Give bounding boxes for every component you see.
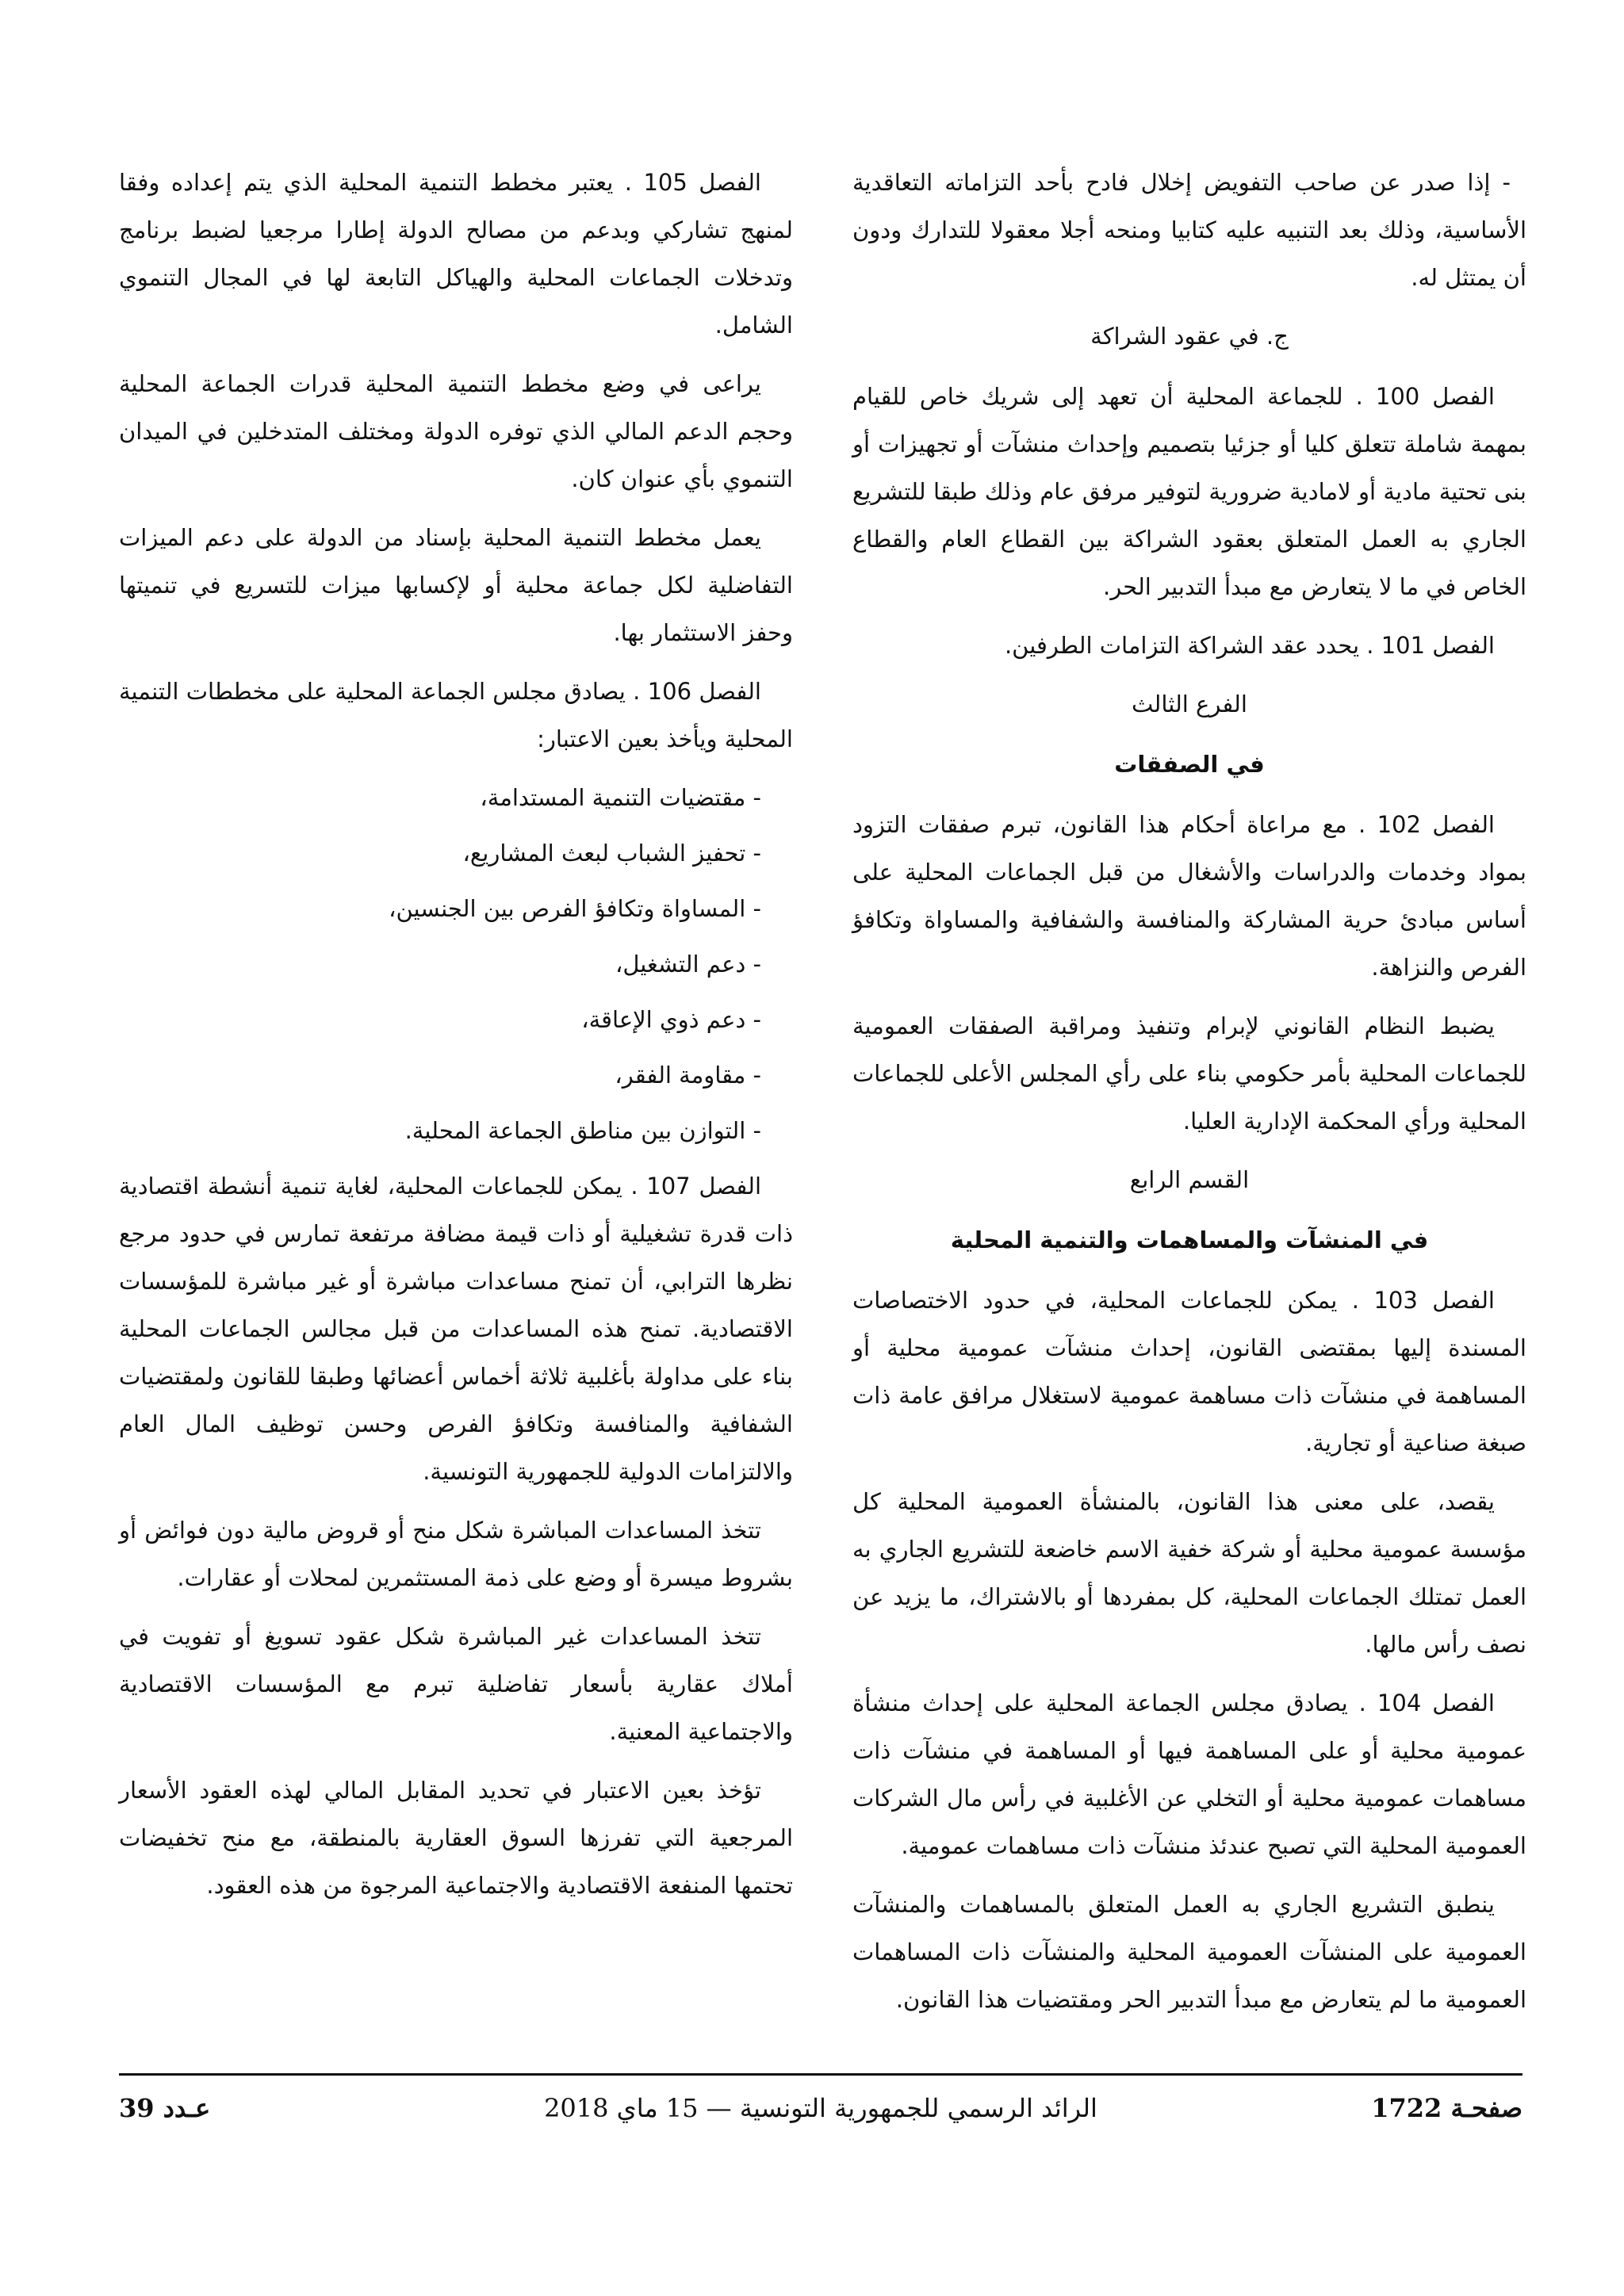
article-104-paragraph-2: ينطبق التشريع الجاري به العمل المتعلق بالمساهمات والمنشآت العمومية على المنشآت العمومية المحلية والمنشآت ذات المساهمات العمومية ما لم يتعارض مع مبدأ التدبير الحر ومقتضيات هذا القانون. bbox=[852, 1891, 1526, 2013]
heading-establishments-development: في المنشآت والمساهمات والتنمية المحلية bbox=[950, 1226, 1429, 1253]
list-item: - دعم ذوي الإعاقة، bbox=[119, 996, 793, 1043]
list-item: - التوازن بين مناطق الجماعة المحلية. bbox=[119, 1107, 793, 1154]
paragraph-breach: - إذا صدر عن صاحب التفويض إخلال فادح بأحد التزاماته التعاقدية الأساسية، وذلك بعد التنبيه عليه كتابيا ومنحه أجلا معقولا للتدارك ودون أن يمتثل له. bbox=[852, 169, 1526, 291]
list-item: - مقاومة الفقر، bbox=[119, 1051, 793, 1099]
heading-partnership-contracts: ج. في عقود الشراكة bbox=[1090, 323, 1289, 350]
heading-public-deals: في الصفقات bbox=[1114, 751, 1265, 778]
left-column bbox=[119, 159, 793, 1920]
article-107: الفصل 107 . يمكن للجماعات المحلية، لغاية تنمية أنشطة اقتصادية ذات قدرة تشغيلية أو ذات قيمة مضافة مرتفعة تمارس في حدود مرجع نظرها الترابي، أن تمنح مساعدات مباشرة أو غير مباشرة للمؤسسات الاقتصادية. تمنح هذه المساعدات من قبل مجالس الجماعات المحلية بناء على مداولة بأغلبية ثلاثة أخماس أعضائها وطبقا للقانون ولمقتضيات الشفافية والمنافسة وتكافؤ الفرص وحسن توظيف المال العام والالتزامات الدولية للجمهورية التونسية. bbox=[119, 1173, 793, 1485]
gazette-title-date: الرائد الرسمي للجمهورية التونسية — 15 ماي 2018 bbox=[544, 2093, 1097, 2123]
article-102-paragraph-2: يضبط النظام القانوني لإبرام وتنفيذ ومراقبة الصفقات العمومية للجماعات المحلية بأمر حكومي بناء على رأي المجلس الأعلى للجماعات المحلية ورأي المحكمة الإدارية العليا. bbox=[852, 1012, 1526, 1135]
article-105-paragraph-2: يراعى في وضع مخطط التنمية المحلية قدرات الجماعة المحلية وحجم الدعم المالي الذي توفره الدولة ومختلف المتدخلين في الميدان التنموي بأي عنوان كان. bbox=[119, 370, 793, 492]
list-item: - تحفيز الشباب لبعث المشاريع، bbox=[119, 829, 793, 877]
list-item: - مقتضيات التنمية المستدامة، bbox=[119, 774, 793, 821]
article-107-paragraph-4: تؤخذ بعين الاعتبار في تحديد المقابل المالي لهذه العقود الأسعار المرجعية التي تفرزها السوق العقارية بالمنطقة، مع منح تخفيضات تحتمها المنفعة الاقتصادية والاجتماعية المرجوة من هذه العقود. bbox=[119, 1777, 793, 1899]
article-103: الفصل 103 . يمكن للجماعات المحلية، في حدود الاختصاصات المسندة إليها بمقتضى القانون، إحداث منشآت عمومية محلية أو المساهمة في منشآت ذات مساهمة عمومية لاستغلال مرافق عامة ذات صبغة صناعية أو تجارية. bbox=[852, 1287, 1526, 1456]
issue-number: عـدد 39 bbox=[119, 2093, 211, 2123]
page-number: صفحـة 1722 bbox=[1371, 2093, 1522, 2123]
article-105: الفصل 105 . يعتبر مخطط التنمية المحلية الذي يتم إعداده وفقا لمنهج تشاركي وبدعم من مصالح الدولة إطارا مرجعيا لضبط برنامج وتدخلات الجماعات المحلية والهياكل التابعة لها في المجال التنموي الشامل. bbox=[119, 169, 793, 339]
list-item: - دعم التشغيل، bbox=[119, 940, 793, 988]
article-107-paragraph-2: تتخذ المساعدات المباشرة شكل منح أو قروض مالية دون فوائض أو بشروط ميسرة أو وضع على ذمة المستثمرين لمحلات أو عقارات. bbox=[119, 1517, 793, 1591]
article-100: الفصل 100 . للجماعة المحلية أن تعهد إلى شريك خاص للقيام بمهمة شاملة تتعلق كليا أو جزئيا بتصميم وإحداث منشآت أو تجهيزات أو بنى تحتية مادية أو لامادية ضرورية لتوفير مرفق عام وذلك طبقا للتشريع الجاري به العمل المتعلق بعقود الشراكة بين القطاع العام والقطاع الخاص في ما لا يتعارض مع مبدأ التدبير الحر. bbox=[852, 383, 1526, 600]
article-103-paragraph-2: يقصد، على معنى هذا القانون، بالمنشأة العمومية المحلية كل مؤسسة عمومية محلية أو شركة خفية الاسم خاضعة للتشريع الجاري به العمل تمتلك الجماعات المحلية، كل بمفردها أو بالاشتراك، ما يزيد عن نصف رأس مالها. bbox=[852, 1488, 1526, 1658]
article-106: الفصل 106 . يصادق مجلس الجماعة المحلية على مخططات التنمية المحلية ويأخذ بعين الاعتبار: bbox=[119, 678, 793, 752]
article-101: الفصل 101 . يحدد عقد الشراكة التزامات الطرفين. bbox=[1004, 632, 1495, 659]
right-column bbox=[852, 159, 1526, 2034]
page-footer bbox=[119, 2073, 1522, 2131]
list-item: - المساواة وتكافؤ الفرص بين الجنسين، bbox=[119, 885, 793, 932]
heading-fourth-section: القسم الرابع bbox=[1129, 1166, 1250, 1193]
article-104: الفصل 104 . يصادق مجلس الجماعة المحلية على إحداث منشأة عمومية محلية أو على المساهمة فيها أو المساهمة في منشآت ذات مساهمات عمومية محلية أو التخلي عن الأغلبية في رأس مال الشركات العمومية المحلية التي تصبح عندئذ منشآت ذات مساهمات عمومية. bbox=[852, 1689, 1526, 1859]
article-107-paragraph-3: تتخذ المساعدات غير المباشرة شكل عقود تسويغ أو تفويت في أملاك عقارية بأسعار تفاضلية تبرم مع المؤسسات الاقتصادية والاجتماعية المعنية. bbox=[119, 1623, 793, 1745]
article-102: الفصل 102 . مع مراعاة أحكام هذا القانون، تبرم صفقات التزود بمواد وخدمات والدراسات والأشغال من قبل الجماعات المحلية على أساس مبادئ حرية المشاركة والمنافسة والشفافية والمساواة وتكافؤ الفرص والنزاهة. bbox=[852, 811, 1526, 981]
article-105-paragraph-3: يعمل مخطط التنمية المحلية بإسناد من الدولة على دعم الميزات التفاضلية لكل جماعة محلية أو لإكسابها ميزات للتسريع في تنميتها وحفز الاستثمار بها. bbox=[119, 524, 793, 646]
heading-third-branch: الفرع الثالث bbox=[1132, 691, 1247, 718]
